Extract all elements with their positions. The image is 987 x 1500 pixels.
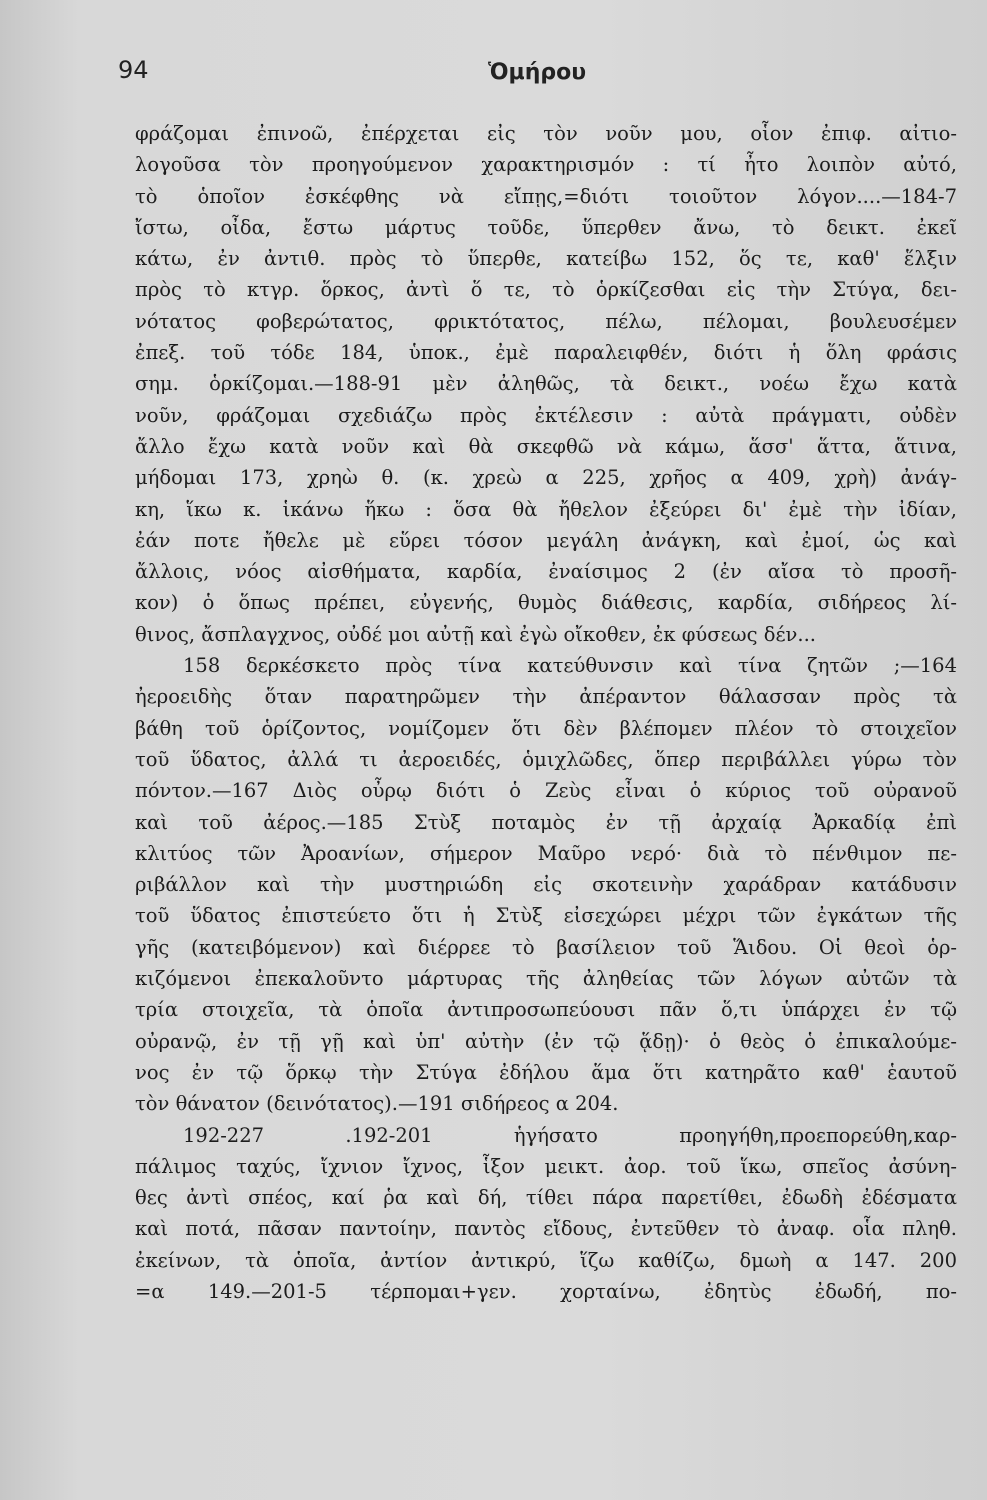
text-line: νοῦν, φράζομαι σχεδιάζω πρὸς ἐκτέλεσιν : αὐτὰ πράγματι, οὐδὲν [135,403,957,427]
text-line: =α 149.—201-5 τέρπομαι+γεν. χορταίνω, ἐδητὺς ἐδωδή, πο- [135,1279,957,1303]
text-line: οὐρανῷ, ἐν τῇ γῇ καὶ ὑπ' αὐτὴν (ἐν τῷ ᾅδῃ)· ὁ θεὸς ὁ ἐπικαλούμε- [135,1029,957,1053]
page-number: 94 [118,56,149,84]
text-line: τρία στοιχεῖα, τὰ ὁποῖα ἀντιπροσωπεύουσι πᾶν ὅ,τι ὑπάρχει ἐν τῷ [135,998,957,1022]
text-line: πόντον.—167 Διὸς οὖρῳ διότι ὁ Ζεὺς εἶναι ὁ κύριος τοῦ οὐρανοῦ [135,779,957,803]
text-line: τὸν θάνατον (δεινότατος).—191 σιδήρεος α 204. [135,1092,619,1116]
text-line: σημ. ὁρκίζομαι.—188-91 μὲν ἀληθῶς, τὰ δεικτ., νοέω ἔχω κατὰ [135,372,957,396]
text-line: τὸ ὁποῖον ἐσκέφθης νὰ εἴπῃς,=διότι τοιοῦτον λόγον....—184-7 [135,184,957,208]
text-line: τοῦ ὕδατος ἐπιστεύετο ὅτι ἡ Στὺξ εἰσεχώρει μέχρι τῶν ἐγκάτων τῆς [135,904,957,928]
text-line: ἠεροειδὴς ὅταν παρατηρῶμεν τὴν ἀπέραντον θάλασσαν πρὸς τὰ [135,685,957,709]
text-line: 158 δερκέσκετο πρὸς τίνα κατεύθυνσιν καὶ τίνα ζητῶν ;—164 [183,654,957,678]
text-line: νος ἐν τῷ ὅρκῳ τὴν Στύγα ἐδήλου ἅμα ὅτι κατηρᾶτο καθ' ἑαυτοῦ [135,1060,957,1084]
text-line: βάθη τοῦ ὁρίζοντος, νομίζομεν ὅτι δὲν βλέπομεν πλέον τὸ στοιχεῖον [135,716,957,740]
text-line: νότατος φοβερώτατος, φρικτότατος, πέλω, πέλομαι, βουλευσέμεν [135,309,957,333]
text-line: κον) ὁ ὅπως πρέπει, εὐγενής, θυμὸς διάθεσις, καρδία, σιδήρεος λί- [135,591,957,615]
text-line: ἐπεξ. τοῦ τόδε 184, ὑποκ., ἐμὲ παραλειφθέν, διότι ἡ ὅλη φράσις [135,341,957,365]
text-line: κάτω, ἐν ἀντιθ. πρὸς τὸ ὕπερθε, κατείβω 152, ὅς τε, καθ' ἕλξιν [135,247,957,271]
commentary-text [135,118,957,1307]
text-line: μήδομαι 173, χρηὼ θ. (κ. χρεὼ α 225, χρῆος α 409, χρὴ) ἀνάγ- [135,466,957,490]
text-line: λογοῦσα τὸν προηγούμενον χαρακτηρισμόν : τί ἦτο λοιπὸν αὐτό, [135,153,957,177]
text-line: θες ἀντὶ σπέος, καί ῥα καὶ δή, τίθει πάρα παρετίθει, ἐδωδὴ ἐδέσματα [135,1186,957,1210]
text-line: κη, ἵκω κ. ἱκάνω ἥκω : ὅσα θὰ ἤθελον ἐξεύρει δι' ἐμὲ τὴν ἰδίαν, [135,497,957,521]
text-line: καὶ ποτά, πᾶσαν παντοίην, παντὸς εἴδους, ἐντεῦθεν τὸ ἀναφ. οἷα πληθ. [135,1217,957,1241]
section-heading-line: 192-227 .192-201 ἡγήσατο προηγήθη,προεπορεύθη,καρ- [183,1123,957,1147]
text-line: κλιτύος τῶν Ἀροανίων, σήμερον Μαῦρο νερό· διὰ τὸ πένθιμον πε- [135,841,957,865]
page-header [118,50,947,90]
text-line: καὶ τοῦ ἀέρος.—185 Στὺξ ποταμὸς ἐν τῇ ἀρχαίᾳ Ἀρκαδίᾳ ἐπὶ [135,810,957,834]
text-line: πάλιμος ταχύς, ἴχνιον ἴχνος, ἷξον μεικτ. ἀορ. τοῦ ἵκω, σπεῖος ἀσύνη- [135,1154,957,1178]
text-line: ἄλλοις, νόος αἰσθήματα, καρδία, ἐναίσιμος 2 (ἐν αἴσα τὸ προσῆ- [135,560,957,584]
running-title: Ὁμήρου [488,60,587,85]
text-line: ἐάν ποτε ἤθελε μὲ εὕρει τόσον μεγάλη ἀνάγκη, καὶ ἐμοί, ὡς καὶ [135,528,957,552]
text-line: ριβάλλον καὶ τὴν μυστηριώδη εἰς σκοτεινὴν χαράδραν κατάδυσιν [135,873,957,897]
text-line: τοῦ ὕδατος, ἀλλά τι ἀεροειδές, ὁμιχλῶδες, ὅπερ περιβάλλει γύρω τὸν [135,747,957,771]
text-line: πρὸς τὸ κτγρ. ὅρκος, ἀντὶ ὅ τε, τὸ ὁρκίζεσθαι εἰς τὴν Στύγα, δει- [135,278,957,302]
text-line: ἄλλο ἔχω κατὰ νοῦν καὶ θὰ σκεφθῶ νὰ κάμω, ἅσσ' ἅττα, ἅτινα, [135,434,957,458]
text-line: γῆς (κατειβόμενον) καὶ διέρρεε τὸ βασίλειον τοῦ Ἅιδου. Οἱ θεοὶ ὁρ- [135,935,957,959]
text-line: ἐκείνων, τὰ ὁποῖα, ἀντίον ἀντικρύ, ἵζω καθίζω, δμωὴ α 147. 200 [135,1248,957,1272]
text-line: κιζόμενοι ἐπεκαλοῦντο μάρτυρας τῆς ἀληθείας τῶν λόγων αὐτῶν τὰ [135,967,957,991]
text-line: θινος, ἄσπλαγχνος, οὐδέ μοι αὐτῇ καὶ ἐγὼ οἴκοθεν, ἐκ φύσεως δέν... [135,622,816,646]
text-line: ἴστω, οἶδα, ἔστω μάρτυς τοῦδε, ὕπερθεν ἄνω, τὸ δεικτ. ἐκεῖ [135,215,957,239]
text-line: φράζομαι ἐπινοῶ, ἐπέρχεται εἰς τὸν νοῦν μου, οἷον ἐπιφ. αἰτιο- [135,122,957,145]
